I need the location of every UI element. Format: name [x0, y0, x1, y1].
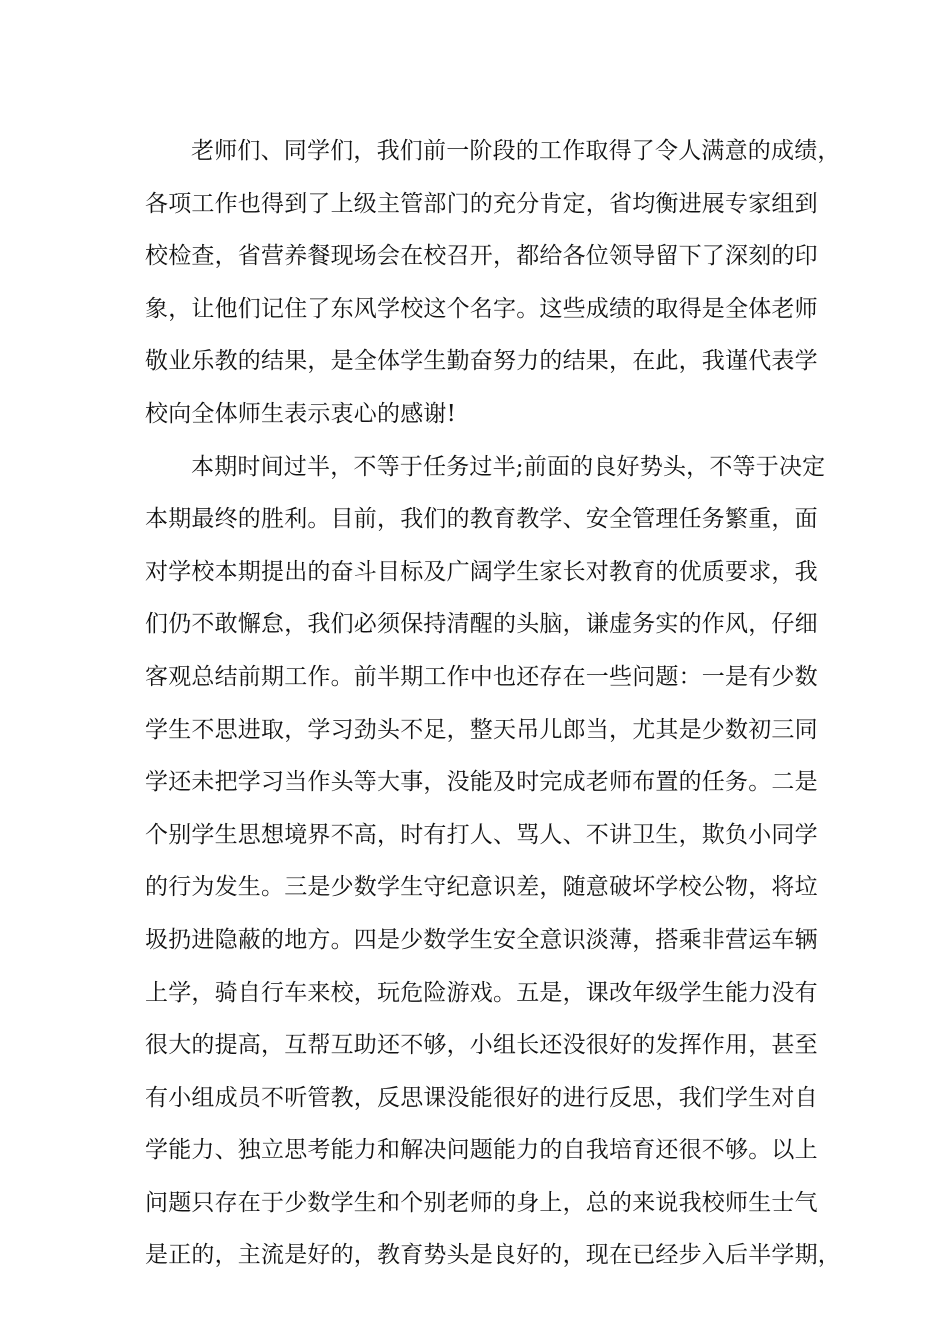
text-line: 本期最终的胜利。目前，我们的教育教学、安全管理任务繁重，面	[145, 506, 818, 533]
text-line: 各项工作也得到了上级主管部门的充分肯定，省均衡进展专家组到	[145, 190, 818, 217]
text-line: 是正的，主流是好的，教育势头是良好的，现在已经步入后半学期，	[145, 1242, 841, 1269]
text-line: 有小组成员不听管教，反思课没能很好的进行反思，我们学生对自	[145, 1084, 818, 1111]
text-line: 客观总结前期工作。前半期工作中也还存在一些问题：一是有少数	[145, 663, 818, 690]
text-line: 的行为发生。三是少数学生守纪意识差，随意破坏学校公物，将垃	[145, 874, 818, 901]
text-line: 敬业乐教的结果，是全体学生勤奋努力的结果，在此，我谨代表学	[145, 348, 818, 375]
text-line: 学生不思进取，学习劲头不足，整天吊儿郎当，尤其是少数初三同	[145, 716, 818, 743]
text-line: 问题只存在于少数学生和个别老师的身上，总的来说我校师生士气	[145, 1189, 818, 1216]
text-line: 校向全体师生表示衷心的感谢!	[145, 400, 457, 427]
paragraph-2	[145, 441, 841, 1283]
text-line: 校检查，省营养餐现场会在校召开，都给各位领导留下了深刻的印	[145, 243, 818, 270]
text-line: 个别学生思想境界不高，时有打人、骂人、不讲卫生，欺负小同学	[145, 821, 818, 848]
paragraph-1	[145, 125, 841, 441]
text-line: 对学校本期提出的奋斗目标及广阔学生家长对教育的优质要求，我	[145, 558, 818, 585]
text-line: 老师们、同学们，我们前一阶段的工作取得了令人满意的成绩，	[191, 138, 841, 164]
text-line: 上学，骑自行车来校，玩危险游戏。五是，课改年级学生能力没有	[145, 979, 818, 1006]
text-line: 们仍不敢懈怠，我们必须保持清醒的头脑，谦虚务实的作风，仔细	[145, 611, 818, 638]
text-line: 圾扔进隐蔽的地方。四是少数学生安全意识淡薄，搭乘非营运车辆	[145, 926, 818, 953]
text-line: 象，让他们记住了东风学校这个名字。这些成绩的取得是全体老师	[145, 295, 818, 322]
text-line: 很大的提高，互帮互助还不够，小组长还没很好的发挥作用，甚至	[145, 1032, 818, 1059]
text-line: 学能力、独立思考能力和解决问题能力的自我培育还很不够。以上	[145, 1137, 818, 1164]
text-line: 学还未把学习当作头等大事，没能及时完成老师布置的任务。二是	[145, 769, 818, 796]
text-line: 本期时间过半，不等于任务过半;前面的良好势头，不等于决定	[191, 453, 826, 480]
document-body	[145, 125, 841, 1282]
